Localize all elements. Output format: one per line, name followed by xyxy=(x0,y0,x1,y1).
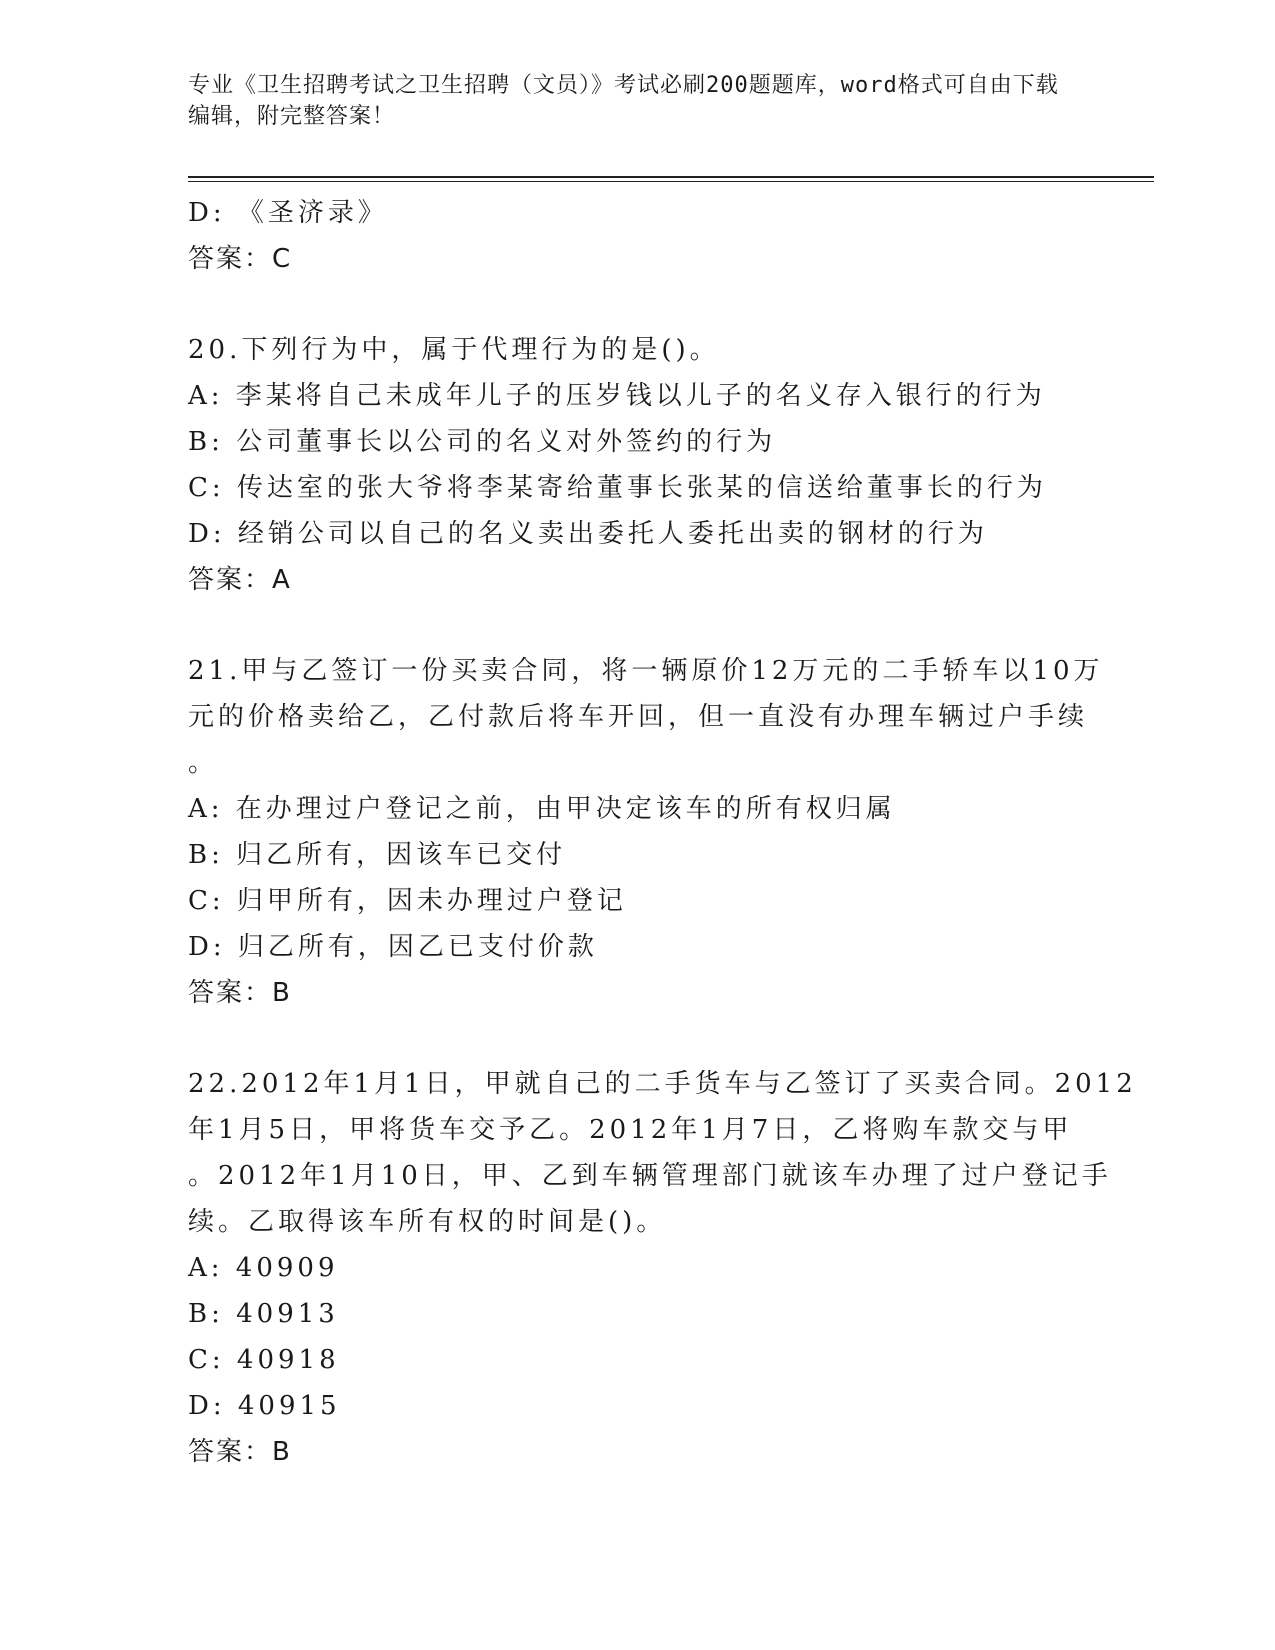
option-a: A: 40909 xyxy=(188,1253,339,1283)
option-b: B: 公司董事长以公司的名义对外签约的行为 xyxy=(188,427,777,457)
document-header: 专业《卫生招聘考试之卫生招聘（文员）》考试必刷200题题库，word格式可自由下载编辑，附完整答案！ xyxy=(188,73,1059,129)
header-rule-thick xyxy=(188,176,1154,178)
question-21 xyxy=(188,648,1104,1016)
option-b: B: 40913 xyxy=(188,1299,339,1329)
header-rule-thin xyxy=(188,181,1154,182)
question-stem-line: 。2012年1月10日，甲、乙到车辆管理部门就该车办理了过户登记手 xyxy=(188,1161,1112,1191)
option-d: D: 经销公司以自己的名义卖出委托人委托出卖的钢材的行为 xyxy=(188,519,988,549)
option-c: C: 40918 xyxy=(188,1345,340,1375)
option-b: B: 归乙所有，因该车已交付 xyxy=(188,840,567,870)
option-c: C: 传达室的张大爷将李某寄给董事长张某的信送给董事长的行为 xyxy=(188,473,1047,503)
option-d: D: 《圣济录》 xyxy=(188,198,388,228)
question-stem-line: 续。乙取得该车所有权的时间是()。 xyxy=(188,1207,667,1237)
question-stem-line: 。 xyxy=(188,748,219,778)
answer-line: 答案：C xyxy=(188,244,293,274)
option-d: D: 归乙所有，因乙已支付价款 xyxy=(188,932,598,962)
option-a: A: 李某将自己未成年儿子的压岁钱以儿子的名义存入银行的行为 xyxy=(188,381,1046,411)
option-d: D: 40915 xyxy=(188,1391,341,1421)
option-a: A: 在办理过户登记之前，由甲决定该车的所有权归属 xyxy=(188,794,896,824)
question-stem-line: 21.甲与乙签订一份买卖合同，将一辆原价12万元的二手轿车以10万 xyxy=(188,656,1104,686)
answer-line: 答案：B xyxy=(188,1437,292,1467)
question-stem-line: 年1月5日，甲将货车交予乙。2012年1月7日，乙将购车款交与甲 xyxy=(188,1115,1073,1145)
question-22 xyxy=(188,1061,1137,1475)
document-body xyxy=(188,190,1137,1475)
question-20 xyxy=(188,327,1088,603)
question-stem-line: 22.2012年1月1日，甲就自己的二手货车与乙签订了买卖合同。2012 xyxy=(188,1069,1137,1099)
question-stem: 20.下列行为中，属于代理行为的是()。 xyxy=(188,335,720,365)
answer-line: 答案：B xyxy=(188,978,292,1008)
answer-line: 答案：A xyxy=(188,565,292,595)
question-stem-line: 元的价格卖给乙，乙付款后将车开回，但一直没有办理车辆过户手续 xyxy=(188,702,1089,732)
option-c: C: 归甲所有，因未办理过户登记 xyxy=(188,886,627,916)
